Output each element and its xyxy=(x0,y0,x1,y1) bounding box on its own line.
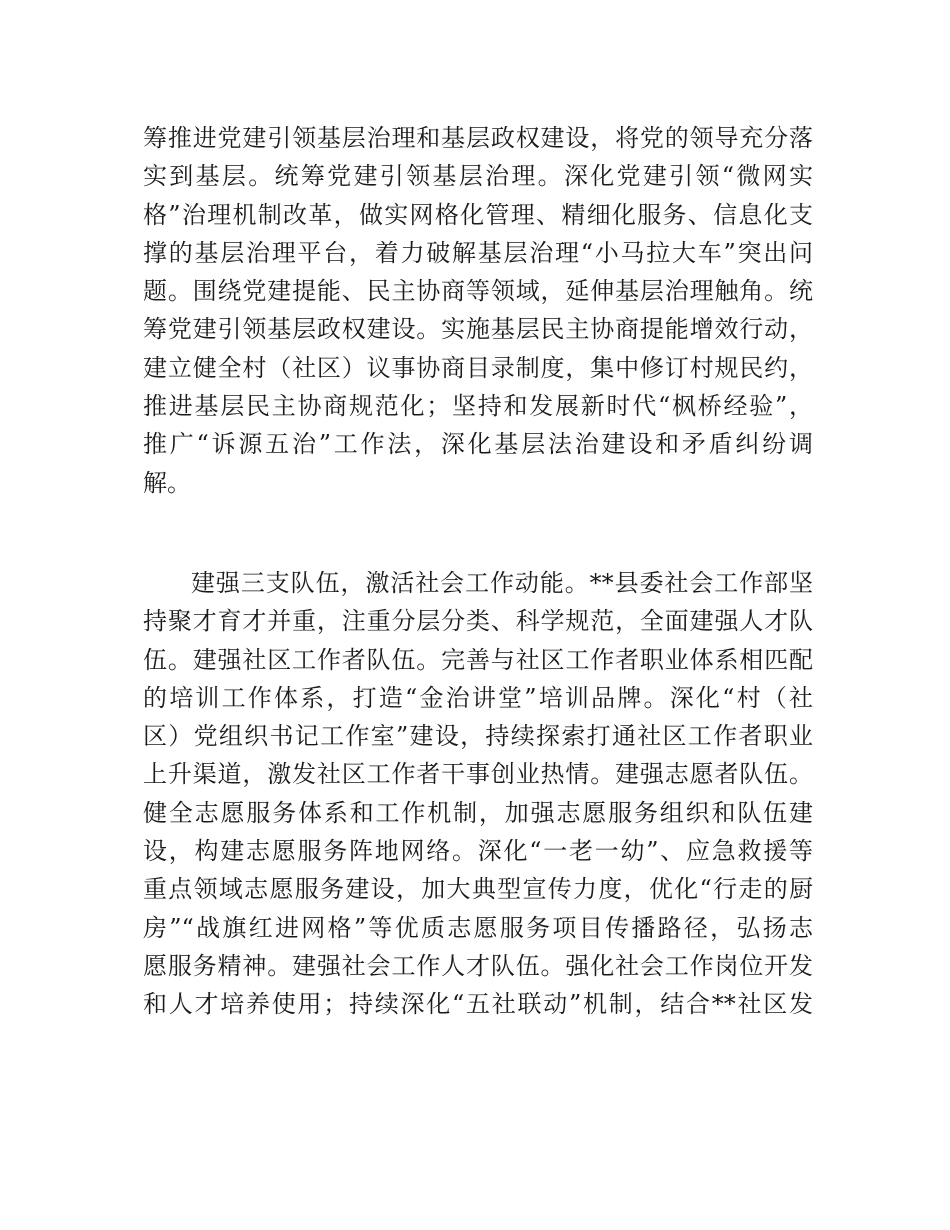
paragraph-line: 建立健全村（社区）议事协商目录制度，集中修订村规民约， xyxy=(143,353,813,382)
paragraph-line: 重点领域志愿服务建设，加大典型宣传力度，优化“行走的厨 xyxy=(143,875,813,904)
paragraph-line: 区）党组织书记工作室”建设，持续探索打通社区工作者职业 xyxy=(143,722,813,751)
paragraph-line: 持聚才育才并重，注重分层分类、科学规范，全面建强人才队 xyxy=(143,607,813,636)
paragraph-line: 推广“诉源五治”工作法，深化基层法治建设和矛盾纠纷调 xyxy=(143,430,813,459)
paragraph-line: 推进基层民主协商规范化；坚持和发展新时代“枫桥经验”， xyxy=(143,392,813,421)
paragraph-line: 伍。建强社区工作者队伍。完善与社区工作者职业体系相匹配 xyxy=(143,645,813,674)
paragraph-line: 和人才培养使用；持续深化“五社联动”机制，结合**社区发 xyxy=(143,990,813,1019)
paragraph-line: 筹推进党建引领基层治理和基层政权建设，将党的领导充分落 xyxy=(143,124,813,152)
paragraph-line: 格”治理机制改革，做实网格化管理、精细化服务、信息化支 xyxy=(143,200,813,229)
paragraph-line: 题。围绕党建提能、民主协商等领域，延伸基层治理触角。统 xyxy=(143,277,813,306)
paragraph-line: 实到基层。统筹党建引领基层治理。深化党建引领“微网实 xyxy=(143,162,813,191)
paragraph-line: 建强三支队伍，激活社会工作动能。**县委社会工作部坚 xyxy=(191,569,813,597)
paragraph-line: 健全志愿服务体系和工作机制，加强志愿服务组织和队伍建 xyxy=(143,798,813,827)
paragraph-line: 上升渠道，激发社区工作者干事创业热情。建强志愿者队伍。 xyxy=(143,760,813,789)
paragraph-line: 设，构建志愿服务阵地网络。深化“一老一幼”、应急救援等 xyxy=(143,837,813,866)
paragraph-line: 筹党建引领基层政权建设。实施基层民主协商提能增效行动， xyxy=(143,315,813,344)
paragraph-line: 愿服务精神。建强社会工作人才队伍。强化社会工作岗位开发 xyxy=(143,951,813,980)
paragraph-1 xyxy=(143,119,813,502)
paragraph-2 xyxy=(143,564,813,1024)
paragraph-line: 撑的基层治理平台，着力破解基层治理“小马拉大车”突出问 xyxy=(143,238,813,267)
paragraph-line: 解。 xyxy=(143,468,191,497)
paragraph-line: 的培训工作体系，打造“金治讲堂”培训品牌。深化“村（社 xyxy=(143,683,813,712)
paragraph-line: 房”“战旗红进网格”等优质志愿服务项目传播路径，弘扬志 xyxy=(143,913,813,942)
